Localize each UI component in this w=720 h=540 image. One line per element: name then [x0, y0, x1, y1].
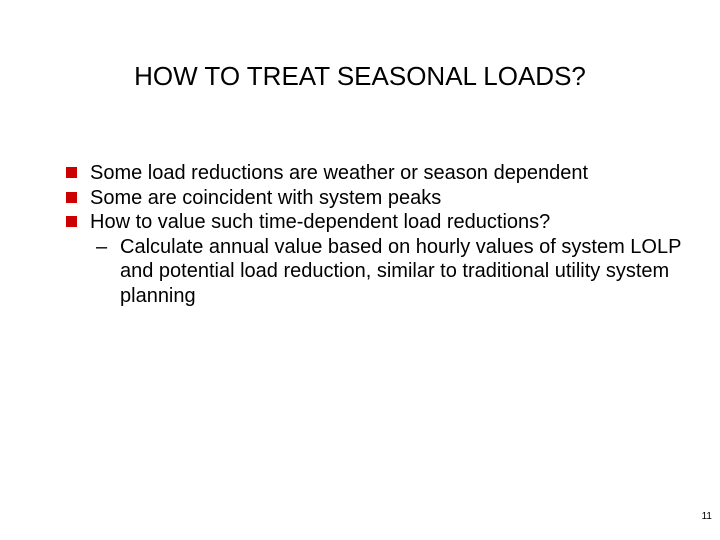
bullet-list: [66, 161, 686, 308]
red-square-bullet-icon: [66, 192, 77, 203]
slide-title: HOW TO TREAT SEASONAL LOADS?: [134, 61, 586, 91]
sub-bullet-text: Calculate annual value based on hourly values of system LOLP and potential load reduction, similar to traditional utility system planning: [120, 235, 682, 307]
red-square-bullet-icon: [66, 216, 77, 227]
bullet-text: Some are coincident with system peaks: [90, 186, 442, 209]
bullet-text: How to value such time-dependent load reductions?: [90, 211, 551, 233]
dash-bullet-marker: –: [96, 235, 108, 258]
bullet-item: [66, 161, 686, 186]
red-square-bullet-icon: [66, 167, 77, 178]
page-number: 11: [701, 511, 712, 522]
bullet-text: Some load reductions are weather or season dependent: [90, 162, 589, 184]
sub-bullet-item: [96, 235, 686, 309]
bullet-item: [66, 210, 686, 235]
bullet-item: [66, 186, 686, 211]
